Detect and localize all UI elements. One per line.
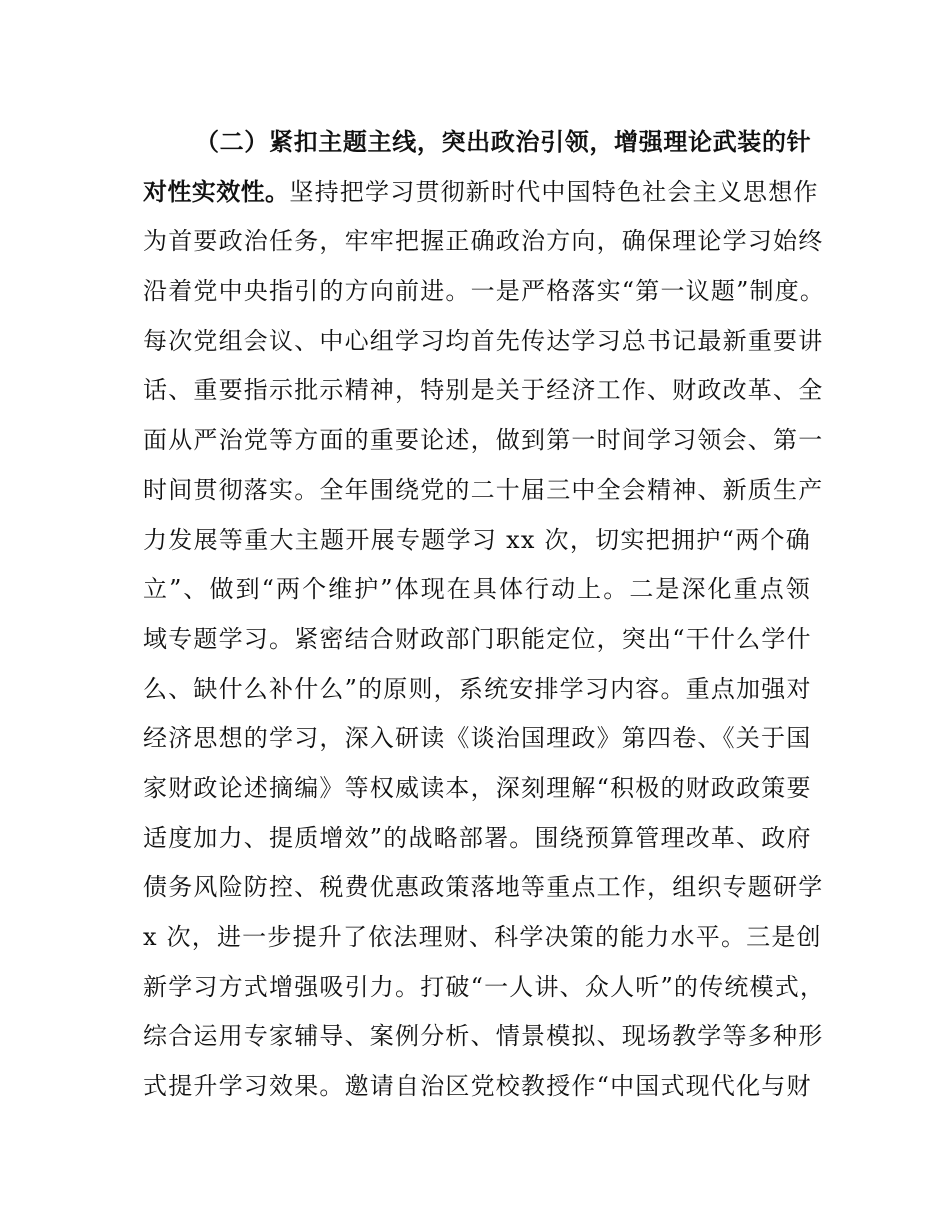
text-line-12 [143, 665, 811, 715]
paragraph-text: 为首要政治任务，牢牢把握正确政治方向，确保理论学习始终 [143, 227, 824, 256]
paragraph-text: 适度加力、提质增效”的战略部署。围绕预算管理改革、政府 [143, 823, 812, 852]
text-line-4 [143, 267, 826, 317]
text-line-14 [143, 764, 811, 814]
text-line-6 [143, 366, 824, 416]
text-line-8 [143, 466, 824, 516]
paragraph-text: 域专题学习。紧密结合财政部门职能定位，突出“干什么学什 [143, 624, 812, 653]
paragraph-text: 沿着党中央指引的方向前进。一是严格落实“第一议题”制度。 [143, 277, 826, 306]
paragraph-text: 坚持把学习贯彻新时代中国特色社会主义思想作 [289, 177, 819, 206]
body-paragraph [143, 118, 826, 1112]
text-line-1 [143, 118, 811, 168]
paragraph-text: 话、重要指示批示精神，特别是关于经济工作、财政改革、全 [143, 376, 824, 405]
paragraph-text: 每次党组会议、中心组学习均首先传达学习总书记最新重要讲 [143, 326, 824, 355]
text-line-5 [143, 317, 824, 367]
text-line-3 [143, 217, 824, 267]
text-line-7 [143, 416, 824, 466]
section-heading: （二）紧扣主题主线，突出政治引领，增强理论武装的针 [195, 128, 811, 156]
text-line-20 [143, 1062, 811, 1112]
text-line-10 [143, 565, 811, 615]
text-line-11 [143, 615, 811, 665]
text-line-18 [143, 963, 826, 1013]
text-line-16 [143, 863, 824, 913]
text-line-15 [143, 814, 811, 864]
text-line-2 [143, 168, 819, 218]
text-line-17 [143, 913, 822, 963]
text-line-19 [143, 1012, 824, 1062]
paragraph-text: 综合运用专家辅导、案例分析、情景模拟、现场教学等多种形 [143, 1022, 824, 1051]
paragraph-text: 家财政论述摘编》等权威读本，深刻理解“积极的财政政策要 [143, 773, 812, 802]
text-line-9 [143, 516, 811, 566]
paragraph-text: 债务风险防控、税费优惠政策落地等重点工作，组织专题研学 [143, 873, 824, 902]
paragraph-text: 经济思想的学习，深入研读《谈治国理政》第四卷、《关于国 [143, 724, 812, 753]
paragraph-text: 新学习方式增强吸引力。打破“一人讲、众人听”的传统模式， [143, 972, 826, 1001]
text-line-13 [143, 714, 811, 764]
paragraph-text: x 次，进一步提升了依法理财、科学决策的能力水平。三是创 [143, 923, 822, 951]
paragraph-text: 面从严治党等方面的重要论述，做到第一时间学习领会、第一 [143, 426, 824, 455]
paragraph-text: 时间贯彻落实。全年围绕党的二十届三中全会精神、新质生产 [143, 475, 824, 504]
paragraph-text: 力发展等重大主题开展专题学习 xx 次，切实把拥护“两个确 [143, 525, 811, 554]
paragraph-text: 式提升学习效果。邀请自治区党校教授作“中国式现代化与财 [143, 1072, 812, 1101]
paragraph-text: 立”、做到“两个维护”体现在具体行动上。二是深化重点领 [143, 575, 811, 604]
section-heading-end: 对性实效性。 [143, 177, 290, 206]
paragraph-text: 么、缺什么补什么”的原则，系统安排学习内容。重点加强对 [143, 674, 812, 703]
